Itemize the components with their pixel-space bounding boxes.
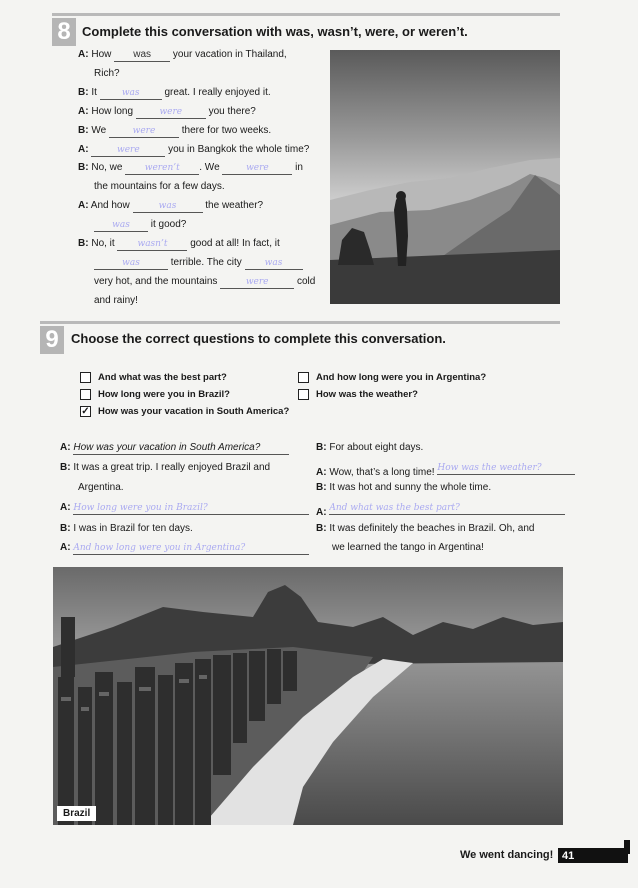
checkbox[interactable] bbox=[298, 389, 309, 400]
conversation-line bbox=[332, 542, 484, 553]
rio-photo bbox=[53, 567, 563, 825]
answer-blank[interactable] bbox=[125, 162, 199, 175]
conversation-line bbox=[60, 462, 270, 473]
conversation-line bbox=[78, 125, 271, 138]
answer-blank[interactable] bbox=[220, 276, 294, 289]
answer-blank[interactable] bbox=[136, 106, 206, 119]
speaker-label: A: bbox=[60, 442, 71, 453]
answer-text: weren’t bbox=[144, 163, 180, 174]
conversation-line bbox=[78, 238, 280, 251]
option-text: How long were you in Brazil? bbox=[98, 389, 230, 400]
conversation-line bbox=[78, 200, 263, 213]
answer-text: were bbox=[132, 125, 156, 136]
answer-text: was bbox=[158, 201, 177, 212]
line-text: the mountains for a few days. bbox=[94, 181, 225, 193]
question-option[interactable] bbox=[298, 372, 486, 383]
checkbox[interactable] bbox=[80, 389, 91, 400]
conversation-line bbox=[60, 542, 309, 555]
line-text: you in Bangkok the whole time? bbox=[165, 143, 310, 155]
exercise-8-title: Complete this conversation with was, wasn’t, were, or weren’t. bbox=[82, 24, 468, 39]
speaker-label: A: bbox=[78, 49, 89, 60]
conversation-line bbox=[316, 482, 491, 493]
answer-blank[interactable] bbox=[117, 238, 187, 251]
speaker-label: A: bbox=[78, 143, 89, 155]
line-text: it good? bbox=[148, 219, 187, 231]
photo-label: Brazil bbox=[57, 806, 96, 821]
option-text: And how long were you in Argentina? bbox=[316, 372, 487, 383]
conversation-line bbox=[60, 523, 193, 534]
line-text: terrible. The city bbox=[168, 256, 245, 268]
line-text: I was in Brazil for ten days. bbox=[73, 523, 193, 534]
section-9-rule bbox=[40, 321, 560, 324]
answer-blank[interactable] bbox=[100, 87, 162, 100]
line-text: How bbox=[91, 49, 115, 60]
conversation-line bbox=[94, 295, 138, 306]
line-text: very hot, and the mountains bbox=[94, 275, 221, 287]
line-text: It was a great trip. I really enjoyed Brazil and bbox=[73, 462, 271, 473]
conversation-line bbox=[78, 144, 309, 157]
answer-blank[interactable] bbox=[437, 462, 575, 475]
answer-text: How was the weather? bbox=[437, 463, 542, 473]
line-text: For about eight days. bbox=[329, 442, 424, 453]
speaker-label: A: bbox=[78, 200, 89, 212]
answer-blank[interactable] bbox=[245, 257, 303, 270]
speaker-label: A: bbox=[60, 502, 71, 513]
answer-blank[interactable] bbox=[94, 257, 168, 270]
speaker-label: B: bbox=[78, 238, 89, 249]
line-text: It was definitely the beaches in Brazil. Oh, and bbox=[329, 523, 535, 534]
mountain-photo bbox=[330, 50, 560, 304]
answer-text: was bbox=[121, 87, 140, 98]
question-option[interactable] bbox=[80, 372, 227, 383]
speaker-label: B: bbox=[78, 162, 89, 174]
answer-blank[interactable] bbox=[133, 200, 203, 213]
check-icon: ✓ bbox=[81, 405, 90, 417]
exercise-9-title: Choose the correct questions to complete this conversation. bbox=[71, 331, 446, 346]
line-text: It was hot and sunny the whole time. bbox=[329, 482, 492, 493]
line-text: cold bbox=[294, 275, 316, 287]
line-text: there for two weeks. bbox=[178, 124, 272, 136]
answer-text: wasn’t bbox=[137, 239, 168, 249]
conversation-line bbox=[316, 523, 534, 534]
speaker-label: A: bbox=[60, 542, 71, 553]
checkbox[interactable] bbox=[80, 406, 91, 417]
speaker-label: B: bbox=[316, 482, 327, 493]
speaker-label: B: bbox=[60, 462, 71, 473]
line-text: great. I really enjoyed it. bbox=[161, 86, 271, 98]
speaker-label: B: bbox=[316, 523, 327, 534]
line-text: good at all! In fact, it bbox=[187, 238, 280, 249]
answer-text: was bbox=[133, 49, 152, 60]
line-text: and rainy! bbox=[94, 294, 138, 306]
section-8-rule bbox=[52, 13, 560, 16]
answer-text: How was your vacation in South America? bbox=[73, 442, 261, 453]
conversation-line bbox=[94, 257, 303, 270]
speaker-label: B: bbox=[316, 442, 327, 453]
answer-text: And what was the best part? bbox=[329, 503, 460, 513]
speaker-label: B: bbox=[78, 124, 89, 136]
line-text: Rich? bbox=[94, 67, 120, 79]
line-text: No, it bbox=[91, 238, 118, 249]
answer-blank[interactable] bbox=[329, 502, 565, 515]
page-number: 41 bbox=[558, 848, 628, 863]
question-option[interactable] bbox=[80, 406, 289, 417]
option-text: How was the weather? bbox=[316, 389, 418, 400]
conversation-line bbox=[316, 462, 575, 478]
speaker-label: A: bbox=[78, 105, 89, 117]
conversation-line bbox=[60, 442, 289, 455]
answer-text: were bbox=[117, 144, 140, 155]
line-text: It bbox=[91, 86, 100, 98]
answer-text: was bbox=[112, 220, 130, 231]
answer-text: And how long were you in Argentina? bbox=[73, 543, 246, 553]
answer-blank[interactable] bbox=[73, 442, 289, 455]
answer-blank[interactable] bbox=[73, 502, 309, 515]
conversation-line bbox=[78, 87, 271, 100]
speaker-label: B: bbox=[78, 86, 89, 98]
line-text: Argentina. bbox=[78, 482, 124, 493]
line-text: you there? bbox=[205, 105, 256, 117]
question-option[interactable] bbox=[80, 389, 230, 400]
unit-title: We went dancing! bbox=[460, 849, 554, 861]
conversation-line bbox=[94, 68, 120, 79]
line-text: the weather? bbox=[202, 200, 264, 212]
checkbox[interactable] bbox=[80, 372, 91, 383]
question-option[interactable] bbox=[298, 389, 418, 400]
option-text: And what was the best part? bbox=[98, 372, 227, 383]
answer-text: were bbox=[159, 106, 183, 117]
answer-text: was bbox=[264, 257, 283, 268]
speaker-label: A: bbox=[316, 507, 327, 518]
conversation-line bbox=[78, 482, 124, 493]
conversation-line bbox=[78, 49, 287, 62]
conversation-line bbox=[78, 162, 303, 175]
exercise-number-8: 8 bbox=[52, 18, 76, 46]
answer-text: How long were you in Brazil? bbox=[73, 503, 208, 513]
line-text: we learned the tango in Argentina! bbox=[332, 542, 484, 553]
exercise-number-9: 9 bbox=[40, 326, 64, 354]
conversation-line bbox=[78, 106, 256, 119]
conversation-line bbox=[316, 502, 565, 518]
conversation-line bbox=[94, 181, 225, 192]
answer-text: were bbox=[246, 163, 269, 174]
answer-blank[interactable] bbox=[109, 125, 179, 138]
page-edge-mark bbox=[624, 840, 630, 854]
answer-blank[interactable] bbox=[94, 219, 148, 232]
option-text: How was your vacation in South America? bbox=[98, 406, 290, 417]
answer-text: were bbox=[245, 276, 269, 287]
conversation-line bbox=[316, 442, 423, 453]
speaker-label: A: bbox=[316, 467, 327, 478]
answer-text: was bbox=[122, 257, 140, 268]
conversation-line bbox=[94, 219, 186, 232]
line-text: And how bbox=[90, 200, 133, 212]
line-text: . We bbox=[199, 162, 223, 174]
speaker-label: B: bbox=[60, 523, 71, 534]
line-text: in bbox=[292, 162, 303, 174]
conversation-line bbox=[94, 276, 315, 289]
line-text: your vacation in Thailand, bbox=[170, 49, 287, 60]
line-text: Wow, that’s a long time! bbox=[329, 467, 435, 478]
answer-blank[interactable] bbox=[73, 542, 309, 555]
answer-blank[interactable] bbox=[222, 162, 292, 175]
line-text: No, we bbox=[91, 162, 126, 174]
answer-blank[interactable] bbox=[114, 49, 170, 62]
checkbox[interactable] bbox=[298, 372, 309, 383]
conversation-line bbox=[60, 502, 309, 515]
line-text: How long bbox=[91, 105, 136, 117]
answer-blank[interactable] bbox=[91, 144, 165, 157]
line-text: We bbox=[91, 124, 109, 136]
